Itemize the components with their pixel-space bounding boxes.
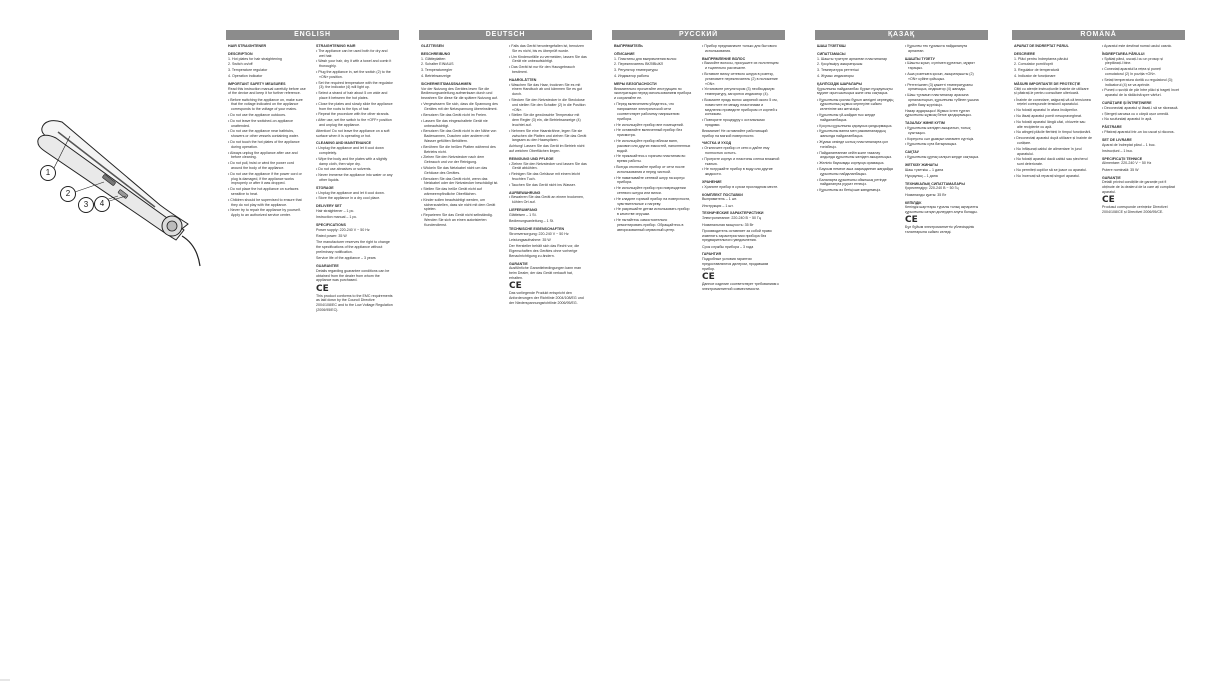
list-item: • Nu scufundați aparatul în apă. [1102,117,1153,122]
section-heading: SPECIFICATIONS [316,223,346,227]
paragraph: Leistungsaufnahme: 35 W [509,237,551,242]
list-item: • Do not use the appliance near bathtubs, showers or other vessels containing water. [228,129,299,139]
list-item: • Reparieren Sie das Gerät nicht selbständig. Wenden Sie sich an einen autorisierten Kundendienst. [421,213,493,227]
paragraph: Назар аударыңыз! Жұмыс істеп тұрған құрылғыны жұмсақ бетке қалдырмаңыз. [905,108,972,118]
list-item: • Перед включением убедитесь, что напряжение электрической сети соответствует рабочему напряжению прибора. [614,102,680,121]
list-item: • Не используйте прибор вблизи ванн, раковин или других емкостей, наполненных водой. [614,139,691,153]
language-column-english [226,0,399,685]
list-item: • Жұмыс кезінде ыстық пластиналарға қол тигізбеңіз. [817,140,888,149]
paragraph: Stromversorgung: 220-240 V ~ 50 Hz [509,231,569,236]
section-heading: ХРАНЕНИЕ [702,179,722,184]
text-block-right [702,44,780,674]
list-item: • Шашты жуып, сүлгімен құрғатып, мұқият тараңыз. [905,61,975,71]
list-item: 3. Температура реттегіші [817,68,859,73]
paragraph: Номиналды қуаты: 35 Вт [905,192,947,197]
language-header: РУССКИЙ [612,30,785,40]
illustration-panel [0,0,226,685]
list-item: • Unplug the appliance and let it cool down. [316,190,385,195]
list-item: • Құрылғыны ванна мен раковиналардың жанында пайдаланбаңыз. [817,129,886,139]
list-item: • Отключите прибор от сети и дайте ему полностью остыть. [702,146,770,155]
paragraph: Қоректендіру: 220-240 В ~ 50 Гц [905,186,959,191]
list-item: • Set the required temperature with the regulator (3); the indicator (4) will light up. [316,80,393,90]
ce-mark: CE [316,283,329,294]
list-item: • Құрылғыны үй-жайдан тыс жерде пайдаланбаңыз. [817,113,876,122]
section-heading: DESCRIPTION [228,51,253,56]
list-item: • Conectați aparatul la rețea și puneți comutatorul (2) în poziția «ON». [1102,67,1161,76]
paragraph: The manufacturer reserves the right to change the specifications of the appliance without preliminary notification. [316,240,390,254]
paragraph: Read this instruction manual carefully before use of the device and keep it for further reference. [228,86,306,96]
list-item: • Um Kinderunfälle zu vermeiden, lassen Sie das Gerät nie unbeaufsichtigt. [509,54,587,64]
paragraph: Alimentare: 220-240 V ~ 50 Hz [1102,161,1152,166]
list-item: 3. Regulator de temperatură [1014,68,1059,73]
section-heading: APARAT DE ÎNDREPTAT PĂRUL [1014,44,1069,48]
paragraph: This product conforms to the EMC requirements as laid down by the Council Directive 2004/108/EC and to the Low Voltage Regulation (2006/95/EC). [316,293,393,312]
language-column-kazakh [815,0,988,685]
section-heading: TECHNISCHE EIGENSCHAFTEN [509,226,565,231]
list-item: • Setați temperatura dorită cu regulatorul (3); indicatorul (4) se va aprinde. [1102,77,1173,87]
section-heading: МЕРЫ БЕЗОПАСНОСТИ [614,81,657,86]
paragraph: Details regarding guarantee conditions can be obtained from the dealer from whom the appliance was purchased. [316,268,390,283]
list-item: 2. Comutator pornit/oprit [1014,62,1053,67]
list-item: • Аша розеткаға қосып, ажыратқышты (2) «ON» күйіне қойыңыз. [905,71,974,81]
list-item: • Храните прибор в сухом прохладном месте. [702,184,779,189]
paragraph: Bedienungsanleitung – 1 St. [509,219,554,223]
section-heading: CURĂȚARE ȘI ÎNTREȚINERE [1102,100,1152,105]
list-item: 1. Шашты түзетуге арналған пластиналар [817,56,887,61]
list-item: 3. Temperaturregler [421,68,453,73]
section-heading: CLEANING AND MAINTENANCE [316,141,371,146]
list-item: 4. Betriebsanzeige [421,73,451,78]
list-item: • Балаларға құрылғыны ойыншық ретінде пайдалануға рұқсат етпеңіз. [817,177,887,187]
paragraph: Инструкция – 1 шт. [702,203,734,208]
list-item: • Do not touch the hot plates of the appliance during operation. [228,140,300,149]
list-item: • Nu folosiți aparatul lângă căzi, chiuvete sau alte recipiente cu apă. [1014,119,1086,129]
list-item: • The appliance can be used both for dry and wet hair. [316,48,388,58]
list-item: • Benutzen Sie das Gerät nicht in der Nähe von Badewannen, Duschen oder anderen mit Wasser gefüllten Behältern. [421,129,497,144]
section-heading: SET DE LIVRARE [1102,137,1132,142]
section-heading: SICHERHEITSMASSNAHMEN [421,81,472,86]
callout-2: 2 [60,186,76,202]
list-item: • Вставьте вилку сетевого шнура в розетку, установите переключатель (2) в положение «ON». [702,71,778,86]
paragraph: Glätteisen – 1 St. [509,212,537,217]
section-heading: HAARGLÄTTEN [509,77,537,82]
text-block-right [316,44,394,674]
list-item: • Құрылғыны желіден ажыратып, толық суытыңыз. [905,125,971,135]
paragraph: Vor der Nutzung des Gerätes lesen Sie die Bedienungsanleitung aufmerksam durch und bewahren Sie diese für die spätere Nutzung auf. [421,86,498,101]
list-item: • Do not use abrasives or solvents. [316,167,372,172]
list-item: • Вымойте волосы, просушите их полотенцем и тщательно расчешите. [702,61,779,71]
list-item: • Do not use the appliance if the power cord or plug is damaged, if the appliance works improperly or after it was dropped. [228,171,302,186]
section-heading: STORAGE [316,185,334,190]
callout-1: 1 [40,165,56,181]
section-heading: ÎNDREPTAREA PĂRULUI [1102,51,1145,56]
list-item: • Возьмите прядь волос шириной около 5 см, поместите ее между пластинами и медленно проведите прибором от корней к кончикам. [702,97,778,117]
section-heading: ҚАУІПСІЗДІК ШАРАЛАРЫ [817,81,863,86]
list-item: • Wipe the body and the plates with a slightly damp cloth, then wipe dry. [316,156,388,166]
paragraph: Produsul corespunde cerințelor Directivei 2004/108/CE și Directivei 2006/95/CE. [1102,205,1168,214]
paragraph: Der Hersteller behält sich das Recht vor, die Eigenschaften des Gerätes ohne vorherige Benachrichtigung zu ändern. [509,244,580,258]
list-item: • Не наматывайте сетевой шнур на корпус прибора. [614,175,685,185]
section-heading: PĂSTRARE [1102,125,1122,130]
list-item: • Benutzen Sie das Gerät nicht im Freien. [421,113,487,118]
section-heading: ТЕХНИЧЕСКИЕ ХАРАКТЕРИСТИКИ [702,211,764,216]
section-heading: GLÄTTEISEN [421,44,444,48]
section-heading: ЖЕТКІЗУ ЖИНАҒЫ [905,162,938,167]
list-item: • Не используйте прибор при повреждении сетевого шнура или вилки. [614,186,686,196]
section-heading: BESCHREIBUNG [421,51,451,56]
list-item: 2. Switch on/off [228,62,253,67]
list-item: • Не пытайтесь самостоятельно ремонтировать прибор. Обращайтесь в авторизованный сервисный центр. [614,218,684,232]
list-item: • Не используйте прибор вне помещений. [614,122,684,127]
paragraph: Instruction manual – 1 pc. [316,215,358,220]
list-item: 3. Temperature regulator [228,68,268,73]
list-item: 2. Переключатель ВКЛ/ВЫКЛ [614,62,664,67]
list-item: • Unplug the appliance and let it cool down completely. [316,146,384,155]
paragraph: Данное изделие соответствует требованиям к электромагнитной совместимости. [702,281,779,291]
list-item: • Do not leave the switched-on appliance unattended. [228,118,293,128]
section-heading: ВЫПРЯМЛЕНИЕ ВОЛОС [702,56,746,61]
list-item: • Tauchen Sie das Gerät nicht ins Wasser. [509,182,576,187]
list-item: 1. Glätteplatten [421,56,446,61]
list-item: • Корпусты сәл дымқыл матамен сүртіңіз. [905,136,975,141]
section-heading: MĂSURI IMPORTANTE DE PROTECȚIE [1014,81,1081,86]
list-item: • Құрылғыны суға батырмаңыз. [905,142,957,147]
list-item: • Не прикасайтесь к горячим пластинам во время работы. [614,154,686,164]
ce-mark: CE [905,215,918,226]
list-item: • Always unplug the appliance after use and before cleaning. [228,150,298,160]
list-item: 4. Индикатор работы [614,73,650,78]
section-heading: СИПАТТАМАСЫ [817,51,846,56]
list-item: • Benutzen Sie das Gerät nicht, wenn das Netzkabel oder der Netzstecker beschädigt ist. [421,176,499,186]
paragraph: Instrucțiuni – 1 buc. [1102,148,1134,153]
language-column-russian [612,0,785,685]
section-heading: REINIGUNG UND PFLEGE [509,156,554,161]
section-heading: GARANTIE [509,261,528,266]
ce-mark: CE [702,272,715,283]
ce-mark: CE [1102,195,1115,206]
list-item: • Желілік баусымды корпусқа орамаңыз. [817,161,885,166]
list-item: 4. Operation indicator [228,73,263,78]
section-heading: SPECIFICAȚII TEHNICE [1102,156,1143,161]
list-item: • Nu folosiți aparatul în afara încăperilor. [1014,108,1078,113]
list-item: • Құрылғы тек тұрмыста пайдалануға арналған. [905,44,968,53]
section-heading: КЕПІЛДІК [905,200,922,205]
section-heading: GARANȚIE [1102,175,1121,180]
list-item: • Wickeln Sie das Netzkabel nicht um das Gehäuse des Gerätes. [421,166,488,175]
list-item: • Spălați părul, uscați-l cu un prosop și pieptănați-l bine. [1102,56,1163,66]
list-item: • Kinder sollen beaufsichtigt werden, um sicherzustellen, dass sie nicht mit dem Gerät spielen. [421,197,496,212]
paragraph: Ausführliche Garantiebedingungen kann man beim Dealer, der das Gerät verkauft hat, erhalten. [509,266,582,280]
text-block-right [905,44,983,674]
text-block-right [509,44,587,674]
section-heading: DELIVERY SET [316,204,342,209]
paragraph: Citiți cu atenție instrucțiunile înainte de utilizare și păstrați-le pentru consultare ulterioară. [1014,86,1089,96]
paragraph: Внимание! Не оставляйте работающий прибор на мягкой поверхности. [702,128,768,138]
list-item: • Всегда отключайте прибор от сети после использования и перед чисткой. [614,165,685,174]
list-item: • Ziehen Sie den Netzstecker und lassen Sie das Gerät abkühlen. [509,161,587,171]
section-heading: ТЕХНИКАЛЫҚ СИПАТТАМАЛАРЫ [905,181,965,186]
list-item: 1. Plăci pentru îndreptarea părului [1014,56,1069,61]
paragraph: Putere nominală: 35 W [1102,167,1139,172]
list-item: • Never try to repair the appliance by yourself. Apply to an authorized service center. [228,208,301,218]
list-item: • Das Gerät ist nur für den Hausgebrauch bestimmt. [509,65,575,74]
list-item: • Не погружайте прибор в воду или другие жидкости. [702,167,773,177]
section-heading: ГАРАНТИЯ [702,252,722,257]
list-item: • Протрите корпус и пластины слегка влажной тканью. [702,156,780,166]
list-item: • Waschen Sie das Haar, trocknen Sie es mit einem Handtuch ab und kämmen Sie es gut durch. [509,82,582,97]
list-item: • Не кладите горячий прибор на поверхности, чувствительные к нагреву. [614,196,691,206]
list-item: • Children should be supervised to ensure that they do not play with the appliance. [228,197,302,207]
section-heading: AUFBEWAHRUNG [509,190,541,195]
list-item: • Не разрешайте детям использовать прибор в качестве игрушки. [614,207,690,217]
list-item: 4. Indicator de funcționare [1014,73,1056,78]
list-item: • Ștergeți carcasa cu o cârpă ușor umedă. [1102,111,1169,116]
list-item: • Lassen Sie das eingeschaltete Gerät nie unbeaufsichtigt. [421,118,488,128]
list-item: • Deconectați aparatul după utilizare și înainte de curățare. [1014,136,1092,146]
list-item: • Never immerse the appliance into water or any other liquids. [316,173,393,182]
list-item: • Nu lăsați aparatul pornit nesupravegheat. [1014,114,1082,119]
text-block-left [614,44,692,674]
list-item: • Store the appliance in a dry cool place. [316,196,381,201]
paragraph: Service life of the appliance – 3 years [316,256,376,261]
list-item: • Bewahren Sie das Gerät an einem trockenen, kühlen Ort auf. [509,195,584,205]
paragraph: Внимательно прочитайте инструкцию по эксплуатации перед использованием прибора и сохраняйте ее. [614,86,692,101]
section-heading: HAIR STRAIGHTENER [228,44,267,48]
language-header: ҚАЗАҚ [815,30,988,40]
section-heading: ЧИСТКА И УХОД [702,141,732,146]
list-item: • Установите регулятором (3) необходимую температуру, загорится индикатор (4). [702,87,775,97]
list-item: • Puneți o șuviță de păr între plăci și trageți încet aparatul de la rădăcină spre vârfuri. [1102,88,1179,98]
text-block-left [228,44,306,674]
paragraph: Нұсқаулық – 1 дана [905,173,938,178]
list-item: • Nehmen Sie eine Haarsträhne, legen Sie sie zwischen die Platten und ziehen Sie das Gerät langsam zu den Haarspitzen. [509,128,587,143]
paragraph: Rated power: 35 W [316,234,347,239]
list-item: • Select a strand of hair about 5 cm wide and place it between the hot plates. [316,91,388,100]
list-item: • Ziehen Sie den Netzstecker nach dem Gebrauch und vor der Reinigung. [421,155,485,165]
hair-straightener-drawing [0,0,226,685]
list-item: 1. Hot plates for hair straightening [228,56,282,61]
list-item: • Nu folosiți aparatul dacă cablul sau ștecherul sunt deteriorate. [1014,157,1088,167]
list-item: • Пайдаланғаннан кейін және тазалау алдында құрылғыны желіден ажыратыңыз. [817,150,892,160]
list-item: • Nu atingeți plăcile fierbinți în timpul funcționării. [1014,130,1092,135]
section-heading: DESCRIERE [1014,51,1035,56]
ce-mark: CE [509,281,522,292]
paragraph: Aparat de îndreptat părul – 1 buc. [1102,142,1156,147]
section-heading: IMPORTANT SAFETY MEASURES [228,81,286,86]
list-item: • Falls das Gerät heruntergefallen ist, benutzen Sie es nicht, bis es überprüft wurde. [509,44,584,53]
language-header: ENGLISH [226,30,399,40]
paragraph: Шаш түзеткіш – 1 дана [905,167,944,172]
section-heading: ОПИСАНИЕ [614,51,635,56]
paragraph: Электропитание: 220-240 В ~ 50 Гц [702,216,762,221]
paragraph: Detalii privind condițiile de garanție pot fi obținute de la dealerul de la care ați cumpărat aparatul. [1102,180,1175,194]
list-item: • Nu permiteți copiilor să se joace cu aparatul. [1014,168,1087,173]
list-item: • Wash your hair, dry it with a towel and comb it thoroughly. [316,59,392,69]
list-item: • Reinigen Sie das Gehäuse mit einem leicht feuchten Tuch. [509,172,580,181]
section-heading: STRAIGHTENING HAIR [316,44,356,48]
list-item: • Stellen Sie das heiße Gerät nicht auf wärmeempfindliche Oberflächen. [421,187,482,197]
language-header: ROMÂNĂ [1012,30,1185,40]
section-heading: САҚТАУ [905,150,919,155]
text-block-left [817,44,895,674]
list-item: • Nu înfășurați cablul de alimentare în jurul aparatului. [1014,146,1082,156]
list-item: • Құрылғыны қоспас бұрын желідегі кернеудің құрылғының жұмыс кернеуіне сәйкес келетініне көз жеткізіңіз. [817,97,894,112]
list-item: • Vergewissern Sie sich, dass die Spannung des Gerätes mit der Netzspannung übereinstimmt. [421,102,498,112]
paragraph: Achtung! Lassen Sie das Gerät im Betrieb nicht auf weichen Oberflächen liegen. [509,144,585,153]
paragraph: Attention! Do not leave the appliance on a soft surface when it is operating or hot. [316,128,390,138]
paragraph: Производитель оставляет за собой право изменять характеристики прибора без предварительного уведомления. [702,228,772,243]
list-item: 2. Қосу/өшіру ажыратқышы [817,62,863,67]
list-item: • Баусым немесе аша зақымданған жағдайда құрылғыны пайдаланбаңыз. [817,167,893,176]
list-item: • Plug the appliance in, set the switch (2) to the «ON» position. [316,69,391,79]
section-heading: ТАЗАЛАУ ЖӘНЕ КҮТІМ [905,121,945,126]
list-item: • Құрылғыны өз бетіңізше жөндемеңіз. [817,188,881,193]
section-heading: LIEFERUMFANG [509,207,538,212]
section-heading: КОМПЛЕКТ ПОСТАВКИ [702,192,743,197]
section-heading: ВЫПРЯМИТЕЛЬ [614,44,643,48]
list-item: 1. Пластины для выпрямления волос [614,56,677,61]
list-item: • Stellen Sie die gewünschte Temperatur mit dem Regler (3) ein, die Betriebsanzeige (4) leuchtet auf. [509,113,581,127]
list-item: • Aparatul este destinat numai uzului casnic. [1102,44,1173,48]
language-header: DEUTSCH [419,30,592,40]
section-heading: GUARANTEE [316,264,339,269]
list-item: • Berühren Sie die heißen Platten während des Betriebs nicht. [421,144,496,154]
paragraph: Подробные условия гарантии предоставляются дилером, продавшим прибор. [702,257,769,271]
list-item: • Before switching the appliance on, make sure that the voltage indicated on the appliance corresponds to the voltage of your mains. [228,97,303,112]
paragraph: Кепілдік шарттары туралы толық ақпаратты құрылғыны сатқан дилерден алуға болады. [905,205,979,215]
callout-4: 4 [94,196,110,212]
paragraph: Power supply: 220-240 V ~ 50 Hz [316,227,370,232]
list-item: • Deconectați aparatul și lăsați-l să se răcească. [1102,105,1179,110]
language-column-romanian [1012,0,1185,685]
list-item: • Păstrați aparatul într-un loc uscat și răcoros. [1102,129,1175,134]
paragraph: Срок службы прибора – 3 года [702,244,754,249]
list-item: • Құрылғыны құрғақ салқын жерде сақтаңыз. [905,154,980,159]
list-item: 3. Регулятор температуры [614,68,658,73]
list-item: • Stecken Sie den Netzstecker in die Steckdose und stellen Sie den Schalter (2) in die Position «ON». [509,97,586,112]
list-item: • Do not pull, twist or wind the power cord around the body of the appliance. [228,161,294,171]
list-item: • Прибор предназначен только для бытового использования. [702,44,777,53]
list-item: • Close the plates and slowly slide the appliance from the roots to the tips of hair. [316,101,393,111]
paragraph: Das vorliegende Produkt entspricht den Anforderungen der Richtlinie 2004/108/EG und der Niederspannungsrichtlinie 2006/95/EG. [509,291,584,305]
list-item: • Қосулы құрылғыны қараусыз қалдырмаңыз. [817,123,893,128]
paragraph: Бұл бұйым электромагниттік үйлесімділік талаптарына сәйкес келеді. [905,225,975,234]
list-item: • Не оставляйте включенный прибор без присмотра. [614,128,682,138]
list-item: 2. Schalter EIN/AUS [421,62,454,67]
text-block-right [1102,44,1180,674]
list-item: • Повторите процедуру с остальными прядями. [702,118,765,127]
list-item: 4. Жұмыс индикаторы [817,73,854,78]
list-item: • Реттегішпен (3) қажетті температураны орнатыңыз, индикатор (4) жанады. [905,82,973,92]
list-item: • Înainte de conectare, asigurați-vă că tensiunea rețelei corespunde tensiunii aparatului. [1014,97,1091,107]
list-item: • After use, set the switch to the «OFF» position and unplug the appliance. [316,118,392,127]
list-item: • Repeat the procedure with the other strands. [316,112,390,117]
text-block-left [421,44,499,674]
paragraph: Құрылғыны пайдаланбас бұрын нұсқаулықты мұқият оқып шығыңыз және оны сақтаңыз. [817,86,893,96]
text-block-left [1014,44,1092,674]
section-heading: ШАШ ТҮЗЕТКІШ [817,44,846,48]
list-item: • Nu încercați să reparați singuri aparatul. [1014,173,1080,178]
paragraph: Номинальная мощность: 35 Вт [702,222,754,227]
callout-3: 3 [78,197,94,213]
section-heading: ШАШТЫ ТҮЗЕТУ [905,56,935,61]
list-item: • Do not use the appliance outdoors. [228,113,286,118]
paragraph: Hair straightener – 1 pc. [316,208,355,213]
language-column-deutsch [419,0,592,685]
paragraph: Выпрямитель – 1 шт. [702,197,737,202]
list-item: • Do not place the hot appliance on surfaces sensitive to heat. [228,187,299,197]
list-item: • Шаш тұтамын пластиналар арасына орналастырып, құрылғыны түбінен ұшына дейін баяу жүргізіңіз. [905,93,979,107]
